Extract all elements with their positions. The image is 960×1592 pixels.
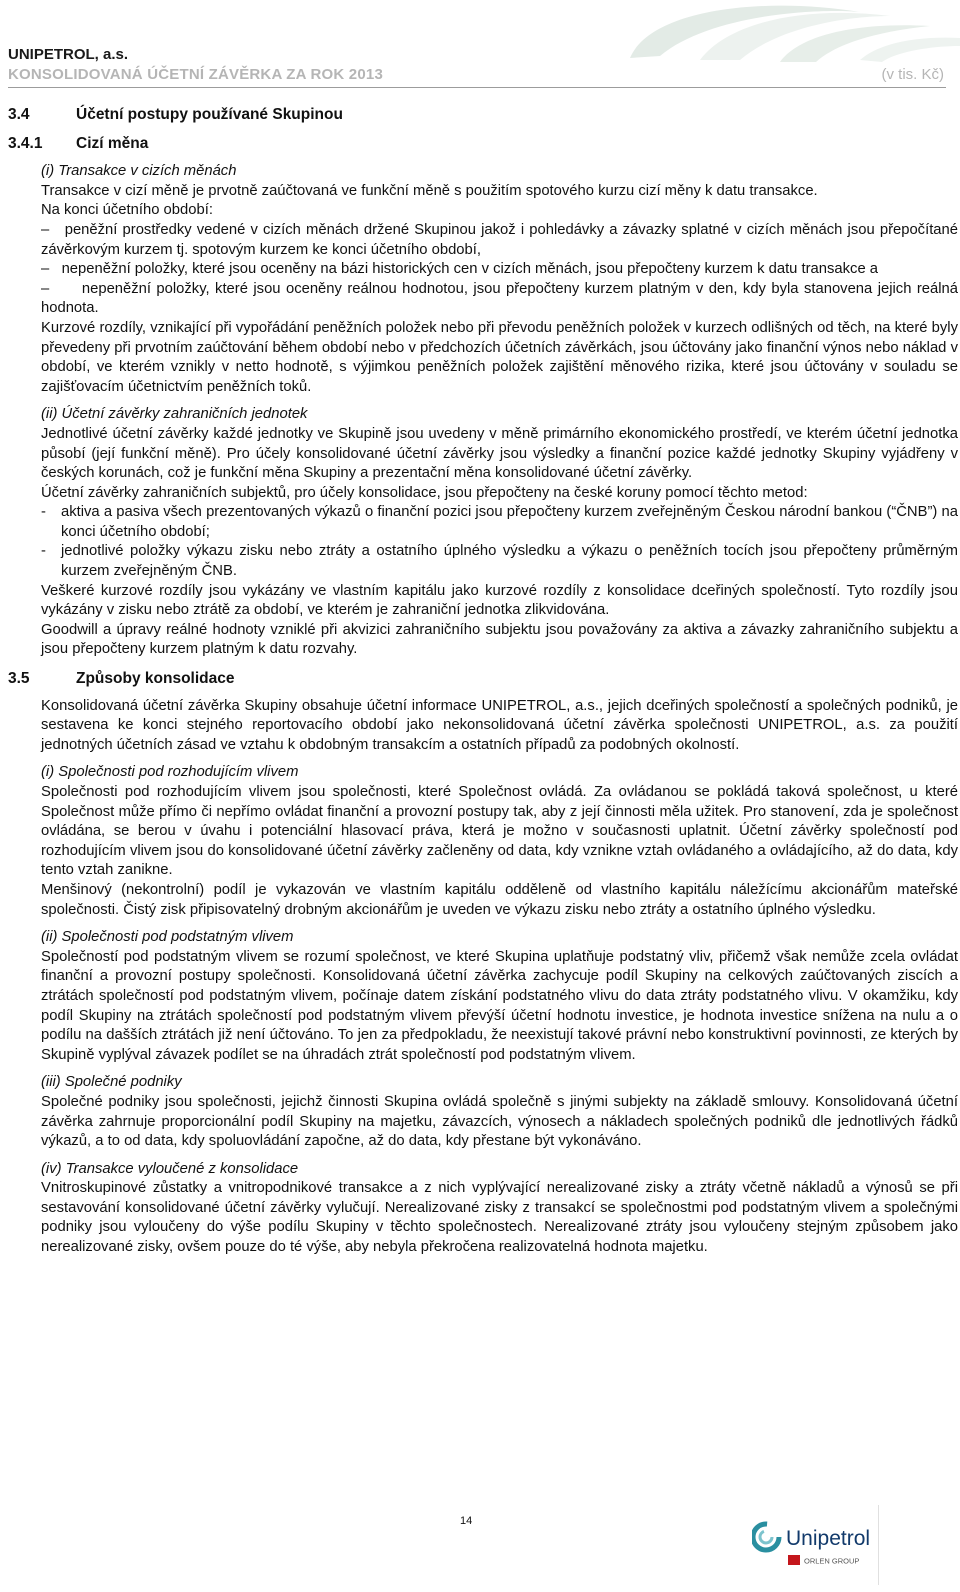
section-title: Cizí měna xyxy=(76,134,149,152)
logo-subtext: ORLEN GROUP xyxy=(804,1556,860,1566)
bullet-text: aktiva a pasiva všech prezentovaných výkazů o finanční pozici jsou přepočteny kurzem zveřejněným Českou národní bankou (“ČNB”) na konci účetního období; xyxy=(61,504,958,540)
dash-text: nepeněžní položky, které jsou oceněny reálnou hodnotou, jsou přepočteny kurzem platným v den, kdy byla stanovena jejich reálná hodnota. xyxy=(41,280,958,317)
subheading: (ii) Společnosti pod podstatným vlivem xyxy=(41,929,294,946)
paragraph: Jednotlivé účetní závěrky každé jednotky ve Skupině jsou uvedeny v měně primárního ekonomického prostředí, ve kterém účetní jednotka působí (její funkční měně). Pro účely konsolidované účetní závěrky jsou výsledky a finanční pozice každé jednotky Skupiny vyjádřeny v českých korunách, což je funkční měna Skupiny a prezentační měna konsolidované účetní závěrky. xyxy=(41,425,958,482)
bullet-text: jednotlivé položky výkazu zisku nebo ztráty a ostatního úplného výsledku a výkazu o peněžních tocích jsou přepočteny průměrným kurzem zveřejněným ČNB. xyxy=(61,543,958,580)
section-title: Účetní postupy používané Skupinou xyxy=(76,106,343,123)
dash-item xyxy=(41,221,958,260)
paragraph: Na konci účetního období: xyxy=(41,202,213,219)
units-label: (v tis. Kč) xyxy=(881,66,944,83)
paragraph: Společností pod podstatným vlivem se rozumí společnost, ve které Skupina uplatňuje podstatný vliv, přičemž však nemůže zcela ovládat finanční a provozní postupy společnosti. Konsolidovaná účetní závěrka zachycuje podíl Skupiny na celkových zaúčtovaných ziscích a ztrátách společností pod podstatným vlivem, počínaje datem získání podstatného vlivu do data ztráty podstatného vlivu. V okamžiku, kdy podíl Skupiny na ztrátách společností pod podstatným vlivem převýší účetní hodnotu investice, je hodnota investice snížena na nulu a o podílu na dašších ztrátách již není účtováno. To jen za předpokladu, že neexistují takové právní nebo konstruktivní povinnosti, ze kterých by Skupině vyplýval závazek podílet se na úhradách ztrát společností pod podstatným vlivem. xyxy=(41,948,958,1063)
dash-marker: – xyxy=(41,221,65,238)
subheading: (i) Transakce v cizích měnách xyxy=(41,163,237,180)
section-number: 3.4.1 xyxy=(8,134,43,152)
paragraph: Transakce v cizí měně je prvotně zaúčtovaná ve funkční měně s použitím spotového kurzu cizí měny k datu transakce. xyxy=(41,182,818,199)
section-number: 3.5 xyxy=(8,670,30,688)
consolidation-block xyxy=(8,697,958,1258)
section-title: Způsoby konsolidace xyxy=(76,670,235,688)
subheading: (ii) Účetní závěrky zahraničních jednotek xyxy=(41,406,308,423)
dash-text: peněžní prostředky vedené v cizích měnách držené Skupinou jakož i pohledávky a závazky splatné v cizích měnách jsou přepočítané závěrkovým kurzem tj. spotovým kurzem ke konci účetního období, xyxy=(41,221,958,258)
subheading: (iii) Společné podniky xyxy=(41,1074,182,1091)
paragraph: Konsolidovaná účetní závěrka Skupiny obsahuje účetní informace UNIPETROL, a.s., jejich dceřiných společností a společných podniků, je sestavena ke konci stejného reportovacího období jako nekonsolidovaná účetní závěrka společnosti UNIPETROL, a.s. za použití jednotných účetních zásad ve vztahu k obdobným transakcím a ostatních případů za podobných okolností. xyxy=(41,697,958,753)
dash-text: nepeněžní položky, které jsou oceněny na bázi historických cen v cizích měnách, jsou přepočteny kurzem k datu transakce a xyxy=(61,261,879,278)
dash-item xyxy=(41,280,958,319)
paragraph: Společnosti pod rozhodujícím vlivem jsou společnosti, které Společnost ovládá. Za ovládanou se pokládá taková společnost, u které Společnost může přímo či nepřímo ovládat finanční a provozní postupy tak, aby z její činnosti měla užitek. Pro stanovení, zda je společnost ovládána, se berou v úvahu i potenciální hlasovací práva, která je možno v současnosti uplatnit. Účetní závěrky společností pod rozhodujícím vlivem jsou do konsolidované účetní závěrky začleněny od data, kdy vznikne vztah ovládaného a ovládajícího, až do data, kdy tento vztah zanikne. xyxy=(41,784,958,879)
dash-item xyxy=(41,260,958,280)
logo-wordmark: Unipetrol xyxy=(786,1527,871,1550)
section-number: 3.4 xyxy=(8,106,30,123)
dash-marker: – xyxy=(41,261,62,278)
bullet-marker: - xyxy=(41,543,46,560)
paragraph: Účetní závěrky zahraničních subjektů, pro účely konsolidace, jsou přepočteny na české koruny pomocí těchto metod: xyxy=(41,484,808,501)
paragraph: Veškeré kurzové rozdíly jsou vykázány ve vlastním kapitálu jako kurzové rozdíly z konsolidace dceřiných společností. Tyto rozdíly jsou vykázány v zisku nebo ztrátě za období, ve kterém je zahraniční jednotka zlikvidována. xyxy=(41,582,958,619)
foreign-currency-block xyxy=(8,162,958,660)
document-body xyxy=(8,105,958,1258)
header-swoosh-icon xyxy=(590,0,960,64)
paragraph: Menšinový (nekontrolní) podíl je vykazován ve vlastním kapitálu odděleně od vlastního kapitálu náležícímu akcionářům mateřské společnosti. Čistý zisk připisovatelný drobným akcionářům je uveden ve výkazu zisku nebo ztráty a ostatního úplného výsledku. xyxy=(41,881,958,918)
paragraph: Kurzové rozdíly, vznikající při vypořádání peněžních položek nebo při převodu peněžních položek v kurzech odlišných od těch, na které byly převedeny při prvotním zaúčtování během období nebo v předchozích účetních závěrkách, jsou účtovány jako finanční výnos nebo náklad v období, ve kterém vznikly v netto hodnotě, s výjimkou peněžních položek zajištění měnového rizika, které jsou účtovány v souladu se zajišťovacím účetnictvím peněžních toků. xyxy=(41,319,958,395)
paragraph: Vnitroskupinové zůstatky a vnitropodnikové transakce a z nich vyplývající nerealizované zisky a ztráty včetně nákladů a výnosů se při sestavování konsolidované účetní závěrky vylučují. Nerealizované zisky z transakcí se společnostmi pod podstatným vlivem a společnými podniky jsou vyloučeny do výše podílu Skupiny v těchto společnostech. Nerealizované ztráty jsou vyloučeny stejným způsobem jako nerealizované zisky, ovšem pouze do té výše, aby nebyla překročena realizovatelná hodnota majetku. xyxy=(41,1180,958,1256)
bullet-item xyxy=(41,503,958,542)
bullet-item xyxy=(41,542,958,581)
paragraph: Společné podniky jsou společnosti, jejichž činnosti Skupina ovládá společně s jinými subjekty na základě smlouvy. Konsolidovaná účetní závěrka zahrnuje proporcionální podíl Skupiny na majetku, závazcích, výnosech a nákladech společných podniků dle jednotlivých řádků výkazů, a to od data, kdy spoluovládání započne, až do data, kdy přestane být vykonáváno. xyxy=(41,1093,958,1150)
paragraph: Goodwill a úpravy reálné hodnoty vzniklé při akvizici zahraničního subjektu jsou považovány za aktiva a závazky zahraničního subjektu a jsou přepočteny kurzem platným k datu rozvahy. xyxy=(41,621,958,658)
page-number: 14 xyxy=(460,1515,473,1527)
report-title: KONSOLIDOVANÁ ÚČETNÍ ZÁVĚRKA ZA ROK 2013 xyxy=(8,66,383,83)
bullet-marker: - xyxy=(41,504,46,521)
section-heading-3-4 xyxy=(8,105,958,125)
section-heading-3-5 xyxy=(8,669,958,689)
header-divider xyxy=(8,87,946,88)
dash-marker: – xyxy=(41,280,82,297)
unipetrol-logo-icon xyxy=(752,1515,882,1581)
subheading: (i) Společnosti pod rozhodujícím vlivem xyxy=(41,764,299,781)
company-name: UNIPETROL, a.s. xyxy=(8,46,129,63)
subheading: (iv) Transakce vyloučené z konsolidace xyxy=(41,1160,299,1177)
section-heading-3-4-1 xyxy=(8,134,958,154)
